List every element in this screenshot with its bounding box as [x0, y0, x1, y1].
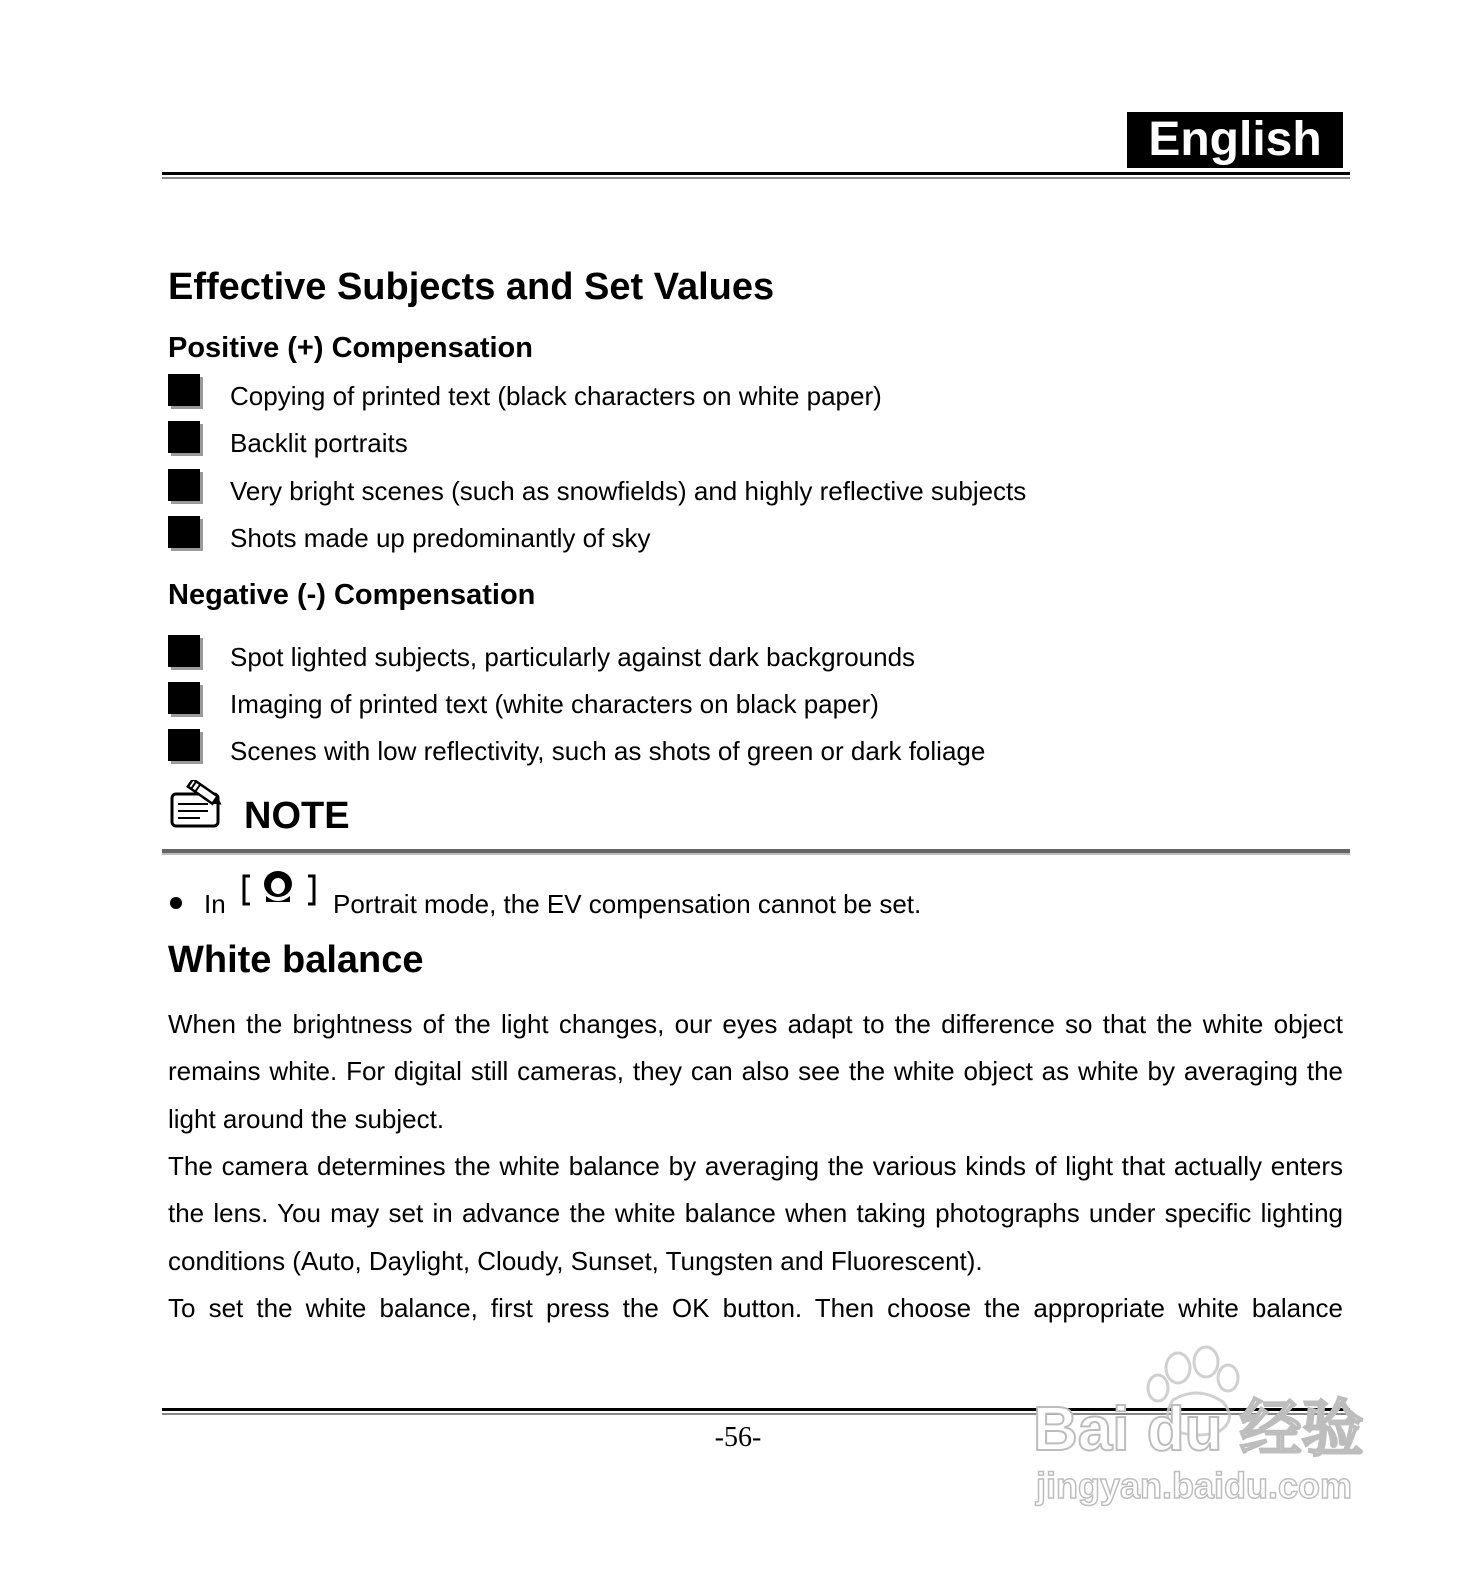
square-bullet-icon [168, 469, 200, 501]
list-item-text: Very bright scenes (such as snowfields) and highly reflective subjects [230, 476, 1027, 506]
header-rule [162, 172, 1350, 175]
note-rule-shadow [162, 853, 1350, 855]
section-title-white-balance: White balance [168, 939, 424, 981]
list-item-text: Spot lighted subjects, particularly against dark backgrounds [230, 642, 916, 672]
note-pencil-icon [168, 780, 222, 830]
page-number: -56- [714, 1422, 762, 1453]
positive-compensation-heading: Positive (+) Compensation [168, 332, 533, 364]
list-item-text: Imaging of printed text (white characters on black paper) [230, 689, 879, 719]
paragraph: When the brightness of the light changes, our eyes adapt to the difference so that the white object remains white. For digital still cameras, they can also see the white object as white by averaging the light around the subject. [168, 1009, 1343, 1134]
portrait-mode-icon [240, 866, 320, 914]
list-item-text: Scenes with low reflectivity, such as shots of green or dark foliage [230, 736, 986, 766]
square-bullet-icon [168, 374, 200, 406]
note-label: NOTE [244, 795, 350, 837]
square-bullet-icon [168, 516, 200, 548]
baidu-watermark-logo [1028, 1340, 1373, 1515]
bullet-dot-icon [170, 897, 182, 909]
language-tab: English [1127, 112, 1343, 168]
list-item-text: Backlit portraits [230, 428, 408, 458]
paragraph: To set the white balance, first press the OK button. Then choose the appropriate white balance [168, 1293, 1343, 1323]
square-bullet-icon [168, 635, 200, 667]
square-bullet-icon [168, 729, 200, 761]
square-bullet-icon [168, 421, 200, 453]
svg-text:jingyan.baidu.com: jingyan.baidu.com [1036, 1465, 1353, 1506]
negative-compensation-heading: Negative (-) Compensation [168, 579, 536, 611]
section-title-effective-subjects: Effective Subjects and Set Values [168, 266, 775, 308]
list-item-text: Shots made up predominantly of sky [230, 523, 651, 553]
list-item-text: Copying of printed text (black characters on white paper) [230, 381, 882, 411]
header-rule-shadow [162, 177, 1350, 179]
square-bullet-icon [168, 682, 200, 714]
svg-text:Bai du 经验: Bai du 经验 [1033, 1395, 1364, 1464]
note-bullet-prefix: In [204, 889, 226, 919]
note-bullet-text: Portrait mode, the EV compensation cannot be set. [333, 889, 922, 919]
paragraph: The camera determines the white balance by averaging the various kinds of light that actually enters the lens. You may set in advance the white balance when taking photographs under specific lighting conditions (Auto, Daylight, Cloudy, Sunset, Tungsten and Fluorescent). [168, 1151, 1343, 1276]
